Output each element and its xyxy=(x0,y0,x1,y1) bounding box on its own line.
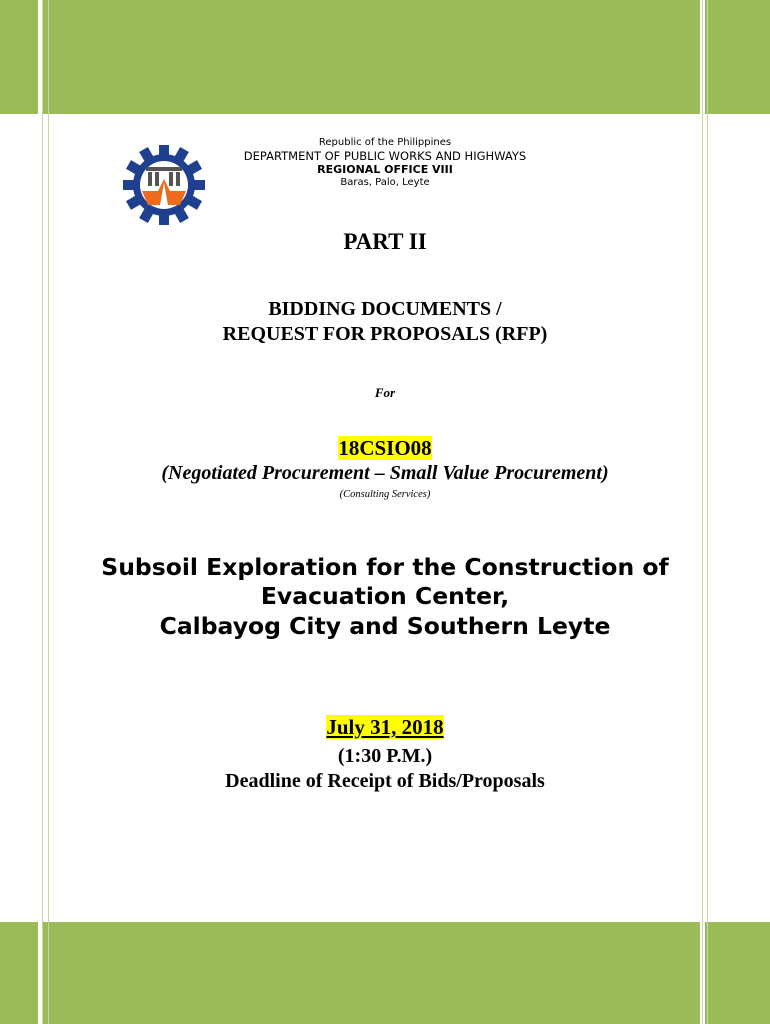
procurement-mode: (Negotiated Procurement – Small Value Procurement) xyxy=(161,462,609,484)
service-type: (Consulting Services) xyxy=(339,489,431,500)
republic-line: Republic of the Philippines xyxy=(318,137,452,148)
department-line: DEPARTMENT OF PUBLIC WORKS AND HIGHWAYS xyxy=(243,149,527,163)
contract-id: 18CSIO08 xyxy=(338,436,432,460)
bidding-documents-heading: BIDDING DOCUMENTS / xyxy=(268,298,502,320)
address-line: Baras, Palo, Leyte xyxy=(340,177,430,188)
deadline-date: July 31, 2018 xyxy=(326,715,444,739)
deadline-label: Deadline of Receipt of Bids/Proposals xyxy=(225,770,545,792)
part-heading: PART II xyxy=(343,229,427,254)
project-title-line-3: Calbayog City and Southern Leyte xyxy=(159,612,611,640)
top-green-band xyxy=(0,0,770,114)
deadline-time: (1:30 P.M.) xyxy=(337,745,433,767)
for-label: For xyxy=(374,385,396,400)
project-title-line-2: Evacuation Center, xyxy=(260,582,510,610)
rfp-heading: REQUEST FOR PROPOSALS (RFP) xyxy=(222,323,548,345)
bottom-green-band xyxy=(0,922,770,1024)
project-title-line-1: Subsoil Exploration for the Construction of xyxy=(101,553,669,581)
regional-office-line: REGIONAL OFFICE VIII xyxy=(317,163,453,176)
contract-id-block xyxy=(0,436,770,461)
deadline-date-block xyxy=(0,715,770,740)
agency-header xyxy=(0,137,770,189)
